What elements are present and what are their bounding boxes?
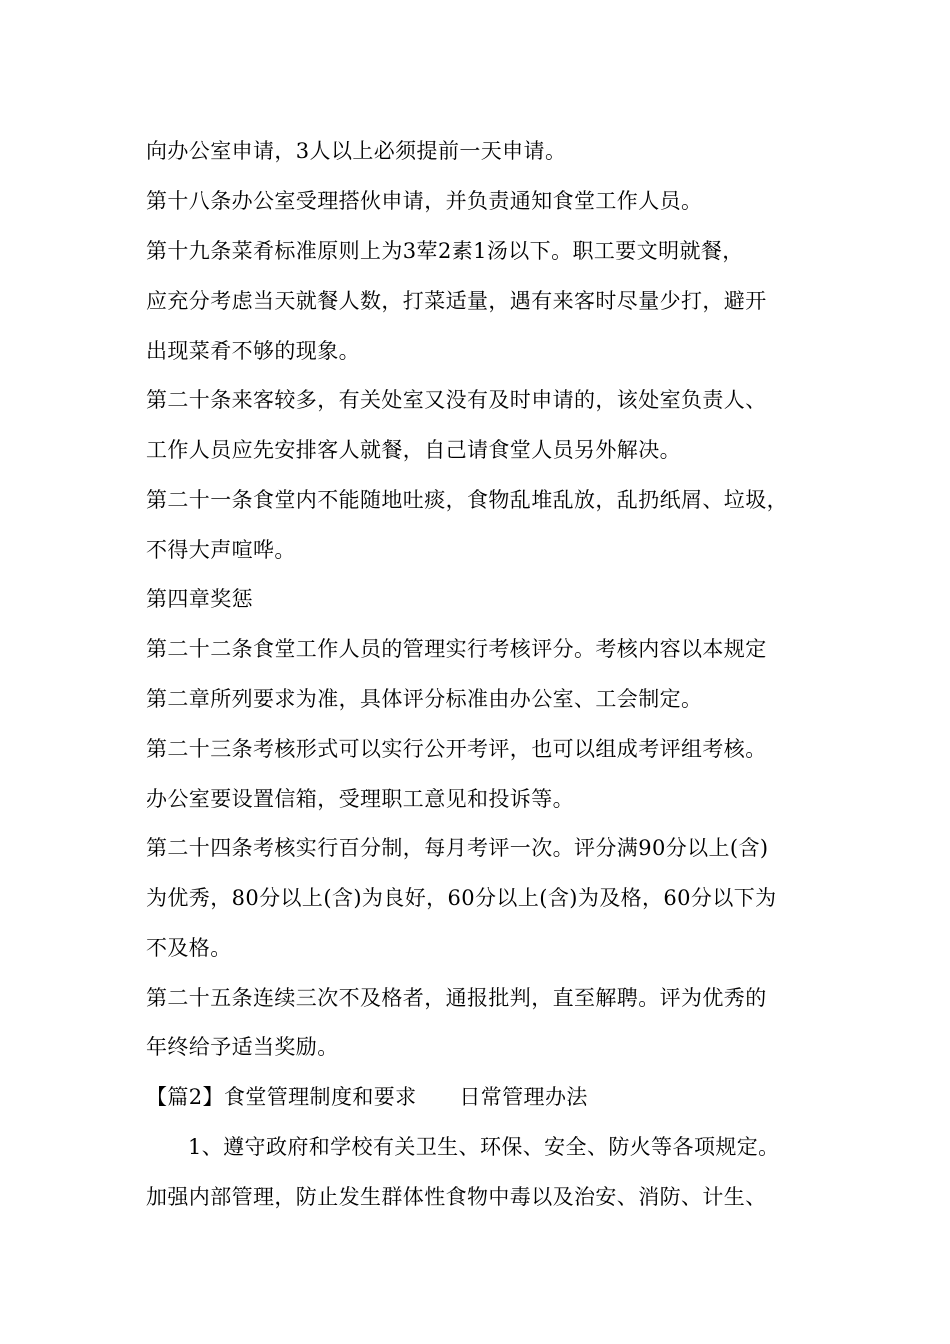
text-line: 办公室要设置信箱，受理职工意见和投诉等。	[146, 787, 574, 811]
text-line: 加强内部管理，防止发生群体性食物中毒以及治安、消防、计生、	[146, 1185, 767, 1209]
text-line: 1、遵守政府和学校有关卫生、环保、安全、防火等各项规定。	[188, 1135, 780, 1159]
text-line: 第二十四条考核实行百分制，每月考评一次。评分满90分以上(含)	[146, 836, 769, 860]
chapter-heading: 第四章奖惩	[146, 587, 253, 611]
text-line: 为优秀，80分以上(含)为良好，60分以上(含)为及格，60分以下为	[146, 886, 777, 910]
text-line: 不得大声喧哗。	[146, 538, 296, 562]
section-heading: 【篇2】食堂管理制度和要求 日常管理办法	[146, 1085, 588, 1109]
text-line: 应充分考虑当天就餐人数，打菜适量，遇有来客时尽量少打，避开	[146, 289, 767, 313]
text-line: 第二十条来客较多，有关处室又没有及时申请的，该处室负责人、	[146, 388, 767, 412]
text-line: 第二十二条食堂工作人员的管理实行考核评分。考核内容以本规定	[146, 637, 767, 661]
text-line: 第二十五条连续三次不及格者，通报批判，直至解聘。评为优秀的	[146, 986, 767, 1010]
text-line: 第十八条办公室受理搭伙申请，并负责通知食堂工作人员。	[146, 189, 703, 213]
text-line: 不及格。	[146, 936, 232, 960]
text-line: 向办公室申请，3人以上必须提前一天申请。	[146, 139, 567, 163]
text-line: 第十九条菜肴标准原则上为3荤2素1汤以下。职工要文明就餐，	[146, 239, 744, 263]
text-line: 年终给予适当奖励。	[146, 1035, 339, 1059]
text-line: 工作人员应先安排客人就餐，自己请食堂人员另外解决。	[146, 438, 681, 462]
text-line: 第二章所列要求为准，具体评分标准由办公室、工会制定。	[146, 687, 703, 711]
text-line: 第二十三条考核形式可以实行公开考评，也可以组成考评组考核。	[146, 737, 767, 761]
text-line: 出现菜肴不够的现象。	[146, 339, 360, 363]
text-line: 第二十一条食堂内不能随地吐痰，食物乱堆乱放，乱扔纸屑、垃圾，	[146, 488, 788, 512]
